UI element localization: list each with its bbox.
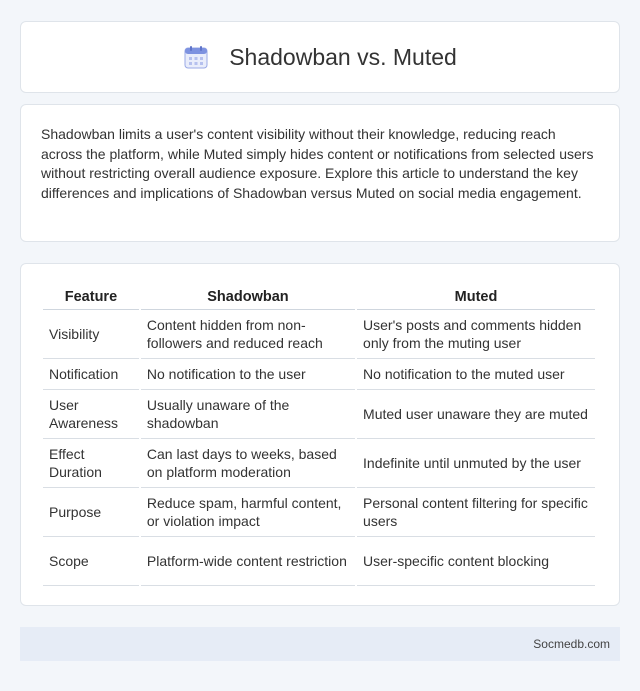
muted-cell: Indefinite until unmuted by the user: [357, 439, 595, 488]
muted-cell: Muted user unaware they are muted: [357, 390, 595, 439]
header-shadowban: Shadowban: [141, 284, 355, 310]
header-feature: Feature: [43, 284, 139, 310]
footer-site-link[interactable]: Socmedb.com: [533, 637, 610, 651]
table-card: [20, 263, 620, 606]
table-row: [43, 439, 595, 488]
muted-cell: User-specific content blocking: [357, 537, 595, 586]
shadowban-cell: Reduce spam, harmful content, or violation impact: [141, 488, 355, 537]
feature-cell: User Awareness: [43, 390, 139, 439]
title-card: [20, 21, 620, 93]
muted-cell: User's posts and comments hidden only from the muting user: [357, 310, 595, 359]
muted-cell: Personal content filtering for specific users: [357, 488, 595, 537]
feature-cell: Visibility: [43, 310, 139, 359]
table-row: [43, 537, 595, 586]
shadowban-cell: Can last days to weeks, based on platform moderation: [141, 439, 355, 488]
intro-card: [20, 104, 620, 242]
shadowban-cell: No notification to the user: [141, 359, 355, 390]
shadowban-cell: Platform-wide content restriction: [141, 537, 355, 586]
feature-cell: Scope: [43, 537, 139, 586]
comparison-table: [41, 284, 597, 586]
page-title: Shadowban vs. Muted: [229, 43, 457, 70]
intro-text: Shadowban limits a user's content visibility without their knowledge, reducing reach across the platform, while Muted simply hides content or notifications from selected users without restricting overall audience exposure. Explore this article to understand the key differences and implications of Shadowban versus Muted on social media engagement.: [41, 126, 594, 201]
feature-cell: Notification: [43, 359, 139, 390]
muted-cell: No notification to the muted user: [357, 359, 595, 390]
feature-cell: Effect Duration: [43, 439, 139, 488]
shadowban-cell: Usually unaware of the shadowban: [141, 390, 355, 439]
table-row: [43, 390, 595, 439]
footer: [20, 627, 620, 661]
header-muted: Muted: [357, 284, 595, 310]
shadowban-cell: Content hidden from non-followers and reduced reach: [141, 310, 355, 359]
table-row: [43, 488, 595, 537]
feature-cell: Purpose: [43, 488, 139, 537]
calendar-icon: [183, 44, 209, 70]
table-row: [43, 310, 595, 359]
table-row: [43, 359, 595, 390]
table-header-row: [43, 284, 595, 310]
